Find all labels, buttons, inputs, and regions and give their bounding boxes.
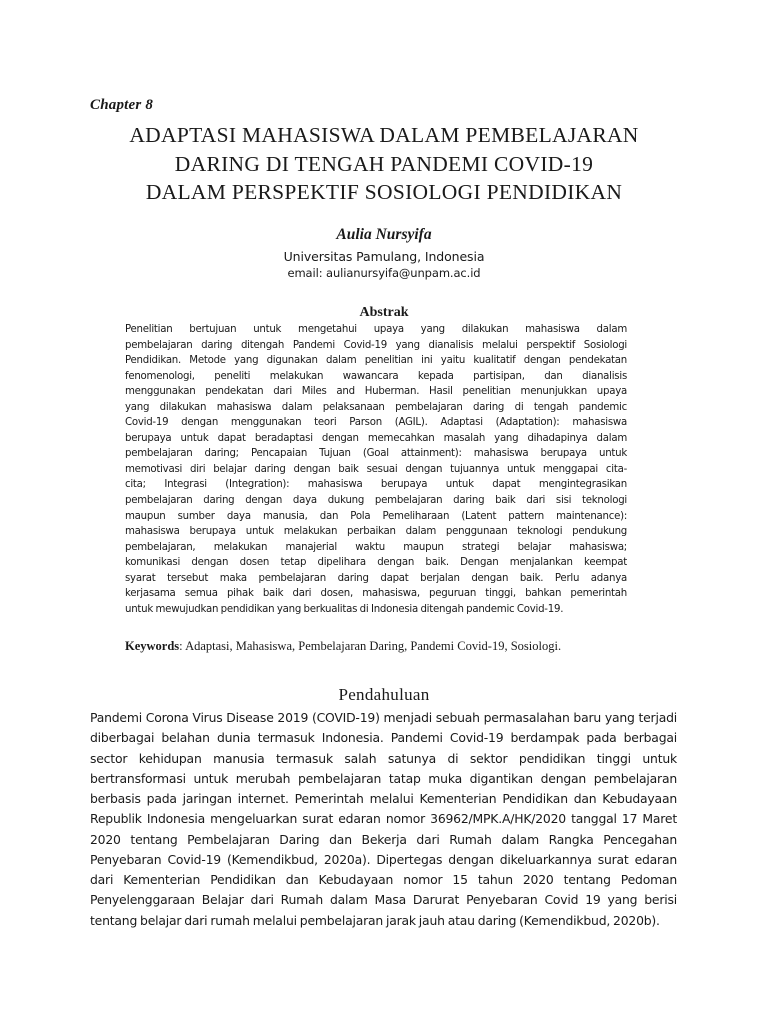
chapter-label: Chapter 8 [90,97,154,113]
body-line: Republik Indonesia mengeluarkan surat edaran nomor 36962/MPK.A/HK/2020 tanggal 17 Maret [90,811,677,827]
body-line: sector kehidupan manusia termasuk salah satunya di sektor pendidikan tinggi untuk [90,750,677,766]
abstract-line: yang dilakukan mahasiswa dalam pelaksanaan pembelajaran daring di tengah pandemic [125,401,627,413]
abstract-line: cita; Integrasi (Integration): mahasiswa berupaya untuk dapat mengintegrasikan [125,479,627,491]
body-line: tentang belajar dari rumah melalui pembelajaran jarak jauh atau daring (Kemendikbud, 2020b). [90,912,660,928]
body-line: 2020 tentang Pembelajaran Daring dan Bekerja dari Rumah dalam Rangka Pencegahan [90,831,677,847]
title-line: ADAPTASI MAHASISWA DALAM PEMBELAJARAN [129,123,639,147]
abstract-heading: Abstrak [359,305,409,320]
abstract-line: syarat tersebut maka pembelajaran daring dapat berjalan dengan baik. Perlu adanya [125,572,627,584]
author-name: Aulia Nursyifa [336,226,432,243]
abstract-line: Penelitian bertujuan untuk mengetahui upaya yang dilakukan mahasiswa dalam [125,324,627,335]
abstract-line: menggunakan pendekatan dari Miles and Huberman. Hasil penelitian menunjukkan upaya [125,386,627,398]
abstract-line: fenomenologi, peneliti melakukan wawancara kepada partisipan, dan dianalisis [125,370,627,382]
introduction-body [90,708,677,931]
abstract-line: Covid-19 dengan menggunakan teori Parson (AGIL). Adaptasi (Adaptation): mahasiswa [125,417,627,429]
body-line: dari Kementerian Pendidikan dan Kebudayaan nomor 15 tahun 2020 tentang Pedoman [90,872,677,887]
keywords [125,639,561,654]
abstract-line: memotivasi diri belajar daring dengan baik sesuai dengan tujuannya untuk menggapai cita- [125,463,627,475]
author-affiliation: Universitas Pamulang, Indonesia [283,249,485,264]
keywords-label: Keywords [125,639,180,653]
paper-title [60,121,708,207]
title-line: DARING DI TENGAH PANDEMI COVID-19 [174,151,594,176]
body-line: diberbagai belahan dunia termasuk Indonesia. Pandemi Covid-19 berdampak pada berbagai [90,730,677,746]
abstract-body [125,322,627,617]
body-line: Penyelenggaraan Belajar dari Rumah dalam Masa Darurat Penyebaran Covid 19 yang berisi [90,892,677,908]
abstract-line: mahasiswa berupaya untuk melakukan perbaikan dalam penggunaan teknologi pendukung [125,526,627,538]
abstract-line: maupun sumber daya manusia, dan Pola Pemeliharaan (Latent pattern maintenance): [125,510,627,522]
abstract-line: komunikasi dengan dosen tetap dipelihara dengan baik. Dengan menjalankan keempat [125,557,627,569]
abstract-line: pembelajaran, melakukan manajerial waktu maupun strategi belajar mahasiswa; [125,541,627,553]
abstract-line: Pendidikan. Metode yang digunakan dalam penelitian ini yaitu kualitatif dengan pendekatan [125,355,627,367]
abstract-line: pembelajaran daring ditengah Pandemi Covid-19 yang dianalisis melalui perspektif Sosiologi [125,339,627,351]
title-line: DALAM PERSPEKTIF SOSIOLOGI PENDIDIKAN [145,180,623,204]
abstract-line: pembelajaran daring; Pencapaian Tujuan (Goal attainment): mahasiswa berupaya untuk [125,448,627,460]
abstract-line: kerjasama semua pihak baik dari dosen, mahasiswa, peguruan tinggi, bahkan pemerintah [125,588,627,600]
section-heading-introduction: Pendahuluan [338,685,430,704]
body-line: bertransformasi untuk merubah pembelajaran tatap muka digantikan dengan pembelajaran [90,770,677,786]
abstract-line: berupaya untuk dapat beradaptasi dengan memecahkan masalah yang dihadapinya dalam [125,432,627,444]
keywords-text: : Adaptasi, Mahasiswa, Pembelajaran Daring, Pandemi Covid-19, Sosiologi. [179,639,562,653]
abstract-line: pembelajaran daring dengan daya dukung pembelajaran daring baik dari sisi teknologi [125,495,627,507]
author-email: email: aulianursyifa@unpam.ac.id [287,266,481,280]
body-line: Pandemi Corona Virus Disease 2019 (COVID-19) menjadi sebuah permasalahan baru yang terjadi [90,710,677,725]
abstract-line: untuk mewujudkan pendidikan yang berkualitas di Indonesia ditengah pandemic Covid-19. [125,603,564,615]
body-line: berbasis pada jaringan internet. Pemerintah melalui Kementerian Pendidikan dan Kebudayaan [90,791,677,806]
body-line: Penyebaran Covid-19 (Kemendikbud, 2020a). Dipertegas dengan dikeluarkannya surat edaran [90,851,677,867]
